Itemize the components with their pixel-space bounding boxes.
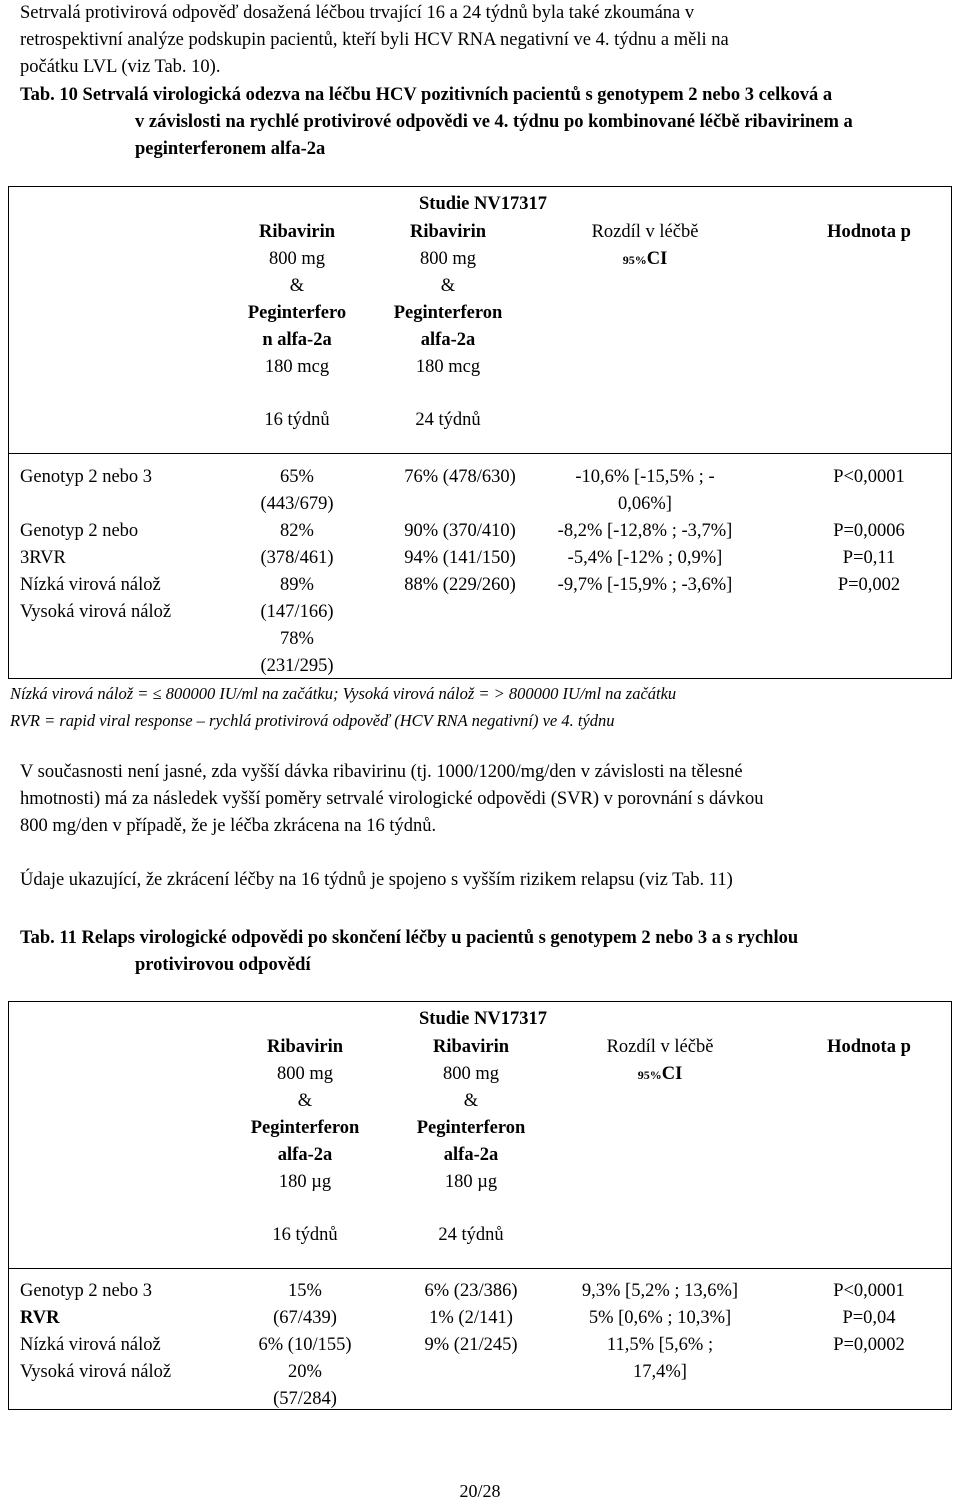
- tab10-col2-weeks: 24 týdnů: [415, 410, 481, 430]
- tab11-col2-weeks: 24 týdnů: [438, 1225, 504, 1245]
- tab10-col3-header: [555, 219, 735, 274]
- intro-line: Setrvalá protivirová odpověď dosažená léčbou trvající 16 a 24 týdnů byla také zkoumána v: [20, 3, 695, 23]
- cell-line: 89%: [280, 575, 314, 595]
- header-line: &: [297, 1091, 313, 1111]
- tab11-row-labels: [20, 1278, 171, 1386]
- tab10-row2-c2: [378, 518, 542, 599]
- cell-line: 5% [0,6% ; 10,3%]: [588, 1308, 732, 1328]
- cell-line: 17,4%]: [633, 1362, 687, 1382]
- cell-line: (147/166): [260, 602, 334, 622]
- header-line: Ribavirin: [409, 222, 487, 242]
- header-line: 180 µg: [444, 1172, 498, 1192]
- header-line: 800 mg: [442, 1064, 499, 1084]
- tab10-footnotes: [10, 680, 930, 734]
- header-line: Ribavirin: [266, 1037, 344, 1057]
- tab10-row1-c4: P<0,0001: [833, 467, 905, 487]
- cell-line: P=0,002: [837, 575, 901, 595]
- cell-line: 1% (2/141): [429, 1308, 513, 1328]
- cell-line: P=0,0006: [833, 521, 905, 541]
- cell-line: -5,4% [-12% ; 0,9%]: [567, 548, 723, 568]
- cell-line: (67/439): [273, 1308, 337, 1328]
- intro-line: počátku LVL (viz Tab. 10).: [20, 57, 221, 77]
- tab10-row1-c1: [227, 464, 367, 518]
- ci-subscript: 95%: [622, 253, 647, 267]
- header-line: &: [289, 276, 305, 296]
- tab11-header-divider: [9, 1268, 951, 1269]
- header-line: 800 mg: [276, 1064, 333, 1084]
- tab10-table: [8, 186, 952, 679]
- intro-line: retrospektivní analýze podskupin pacientů, kteří byli HCV RNA negativní ve 4. týdnu a měli na: [20, 30, 729, 50]
- cell-line: 6% (23/386): [424, 1281, 518, 1301]
- cell-line: 65%: [280, 467, 314, 487]
- header-line: 800 mg: [419, 249, 476, 269]
- header-line: Peginterferon: [250, 1118, 360, 1138]
- tab10-row2-c3: [535, 518, 755, 599]
- tab11-row-c4: [779, 1278, 959, 1359]
- tab11-row-c3: [550, 1278, 770, 1386]
- tab11-col1-header: [227, 1034, 383, 1196]
- ci-label: CI: [661, 1064, 683, 1084]
- tab11-caption-line: Tab. 11 Relaps virologické odpovědi po skončení léčby u pacientů s genotypem 2 nebo 3 a s rychlou: [20, 928, 799, 948]
- cell-line: P=0,11: [842, 548, 896, 568]
- header-line: 180 mcg: [415, 357, 481, 377]
- cell-line: 9% (21/245): [424, 1335, 518, 1355]
- row-label: Nízká virová nálož: [20, 1335, 161, 1355]
- header-line: alfa-2a: [420, 330, 476, 350]
- paragraph-line: hmotnosti) má za následek vyšší poměry setrvalé virologické odpovědi (SVR) v porovnání s dávkou: [20, 789, 764, 809]
- row-label: Vysoká virová nálož: [20, 602, 172, 622]
- header-line: alfa-2a: [443, 1145, 499, 1165]
- tab10-caption-line: Tab. 10 Setrvalá virologická odezva na léčbu HCV pozitivních pacientů s genotypem 2 nebo 3 celková a: [20, 85, 833, 105]
- tab10-row1-c2: 76% (478/630): [404, 467, 516, 487]
- row-label: Genotyp 2 nebo 3: [20, 1281, 153, 1301]
- header-line: 180 mcg: [264, 357, 330, 377]
- cell-line: -10,6% [-15,5% ; -: [575, 467, 715, 487]
- cell-line: 15%: [288, 1281, 322, 1301]
- cell-line: (231/295): [260, 656, 334, 676]
- tab10-col1-weeks: 16 týdnů: [264, 410, 330, 430]
- tab11-table: [8, 1001, 952, 1410]
- paragraph-line: 800 mg/den v případě, že je léčba zkrácena na 16 týdnů.: [20, 816, 437, 836]
- tab11-col3-header: [570, 1034, 750, 1089]
- header-line: Rozdíl v léčbě: [606, 1037, 714, 1057]
- intro-paragraph: [20, 0, 940, 81]
- paragraph-3: Údaje ukazující, že zkrácení léčby na 16 týdnů je spojeno s vyšším rizikem relapsu (viz Tab. 11): [20, 870, 733, 890]
- header-line: alfa-2a: [277, 1145, 333, 1165]
- tab10-col1-header: [227, 219, 367, 381]
- tab10-header-divider: [9, 453, 951, 454]
- cell-line: 88% (229/260): [404, 575, 516, 595]
- tab10-row2-labels: [20, 518, 171, 626]
- cell-line: -9,7% [-15,9% ; -3,6%]: [557, 575, 733, 595]
- tab11-col1-weeks: 16 týdnů: [272, 1225, 338, 1245]
- cell-line: 82%: [280, 521, 314, 541]
- page-number: 20/28: [459, 1481, 501, 1501]
- header-line: &: [440, 276, 456, 296]
- paragraph-2: [20, 759, 940, 840]
- header-line: Ribavirin: [258, 222, 336, 242]
- tab11-caption-line: protivirovou odpovědí: [135, 955, 311, 975]
- header-line: Peginterferon: [393, 303, 503, 323]
- ci-label: CI: [646, 249, 668, 269]
- tab11-row-c2: [393, 1278, 549, 1359]
- header-line: 180 µg: [278, 1172, 332, 1192]
- tab10-study-header: Studie NV17317: [419, 194, 547, 214]
- cell-line: 0,06%]: [618, 494, 672, 514]
- cell-line: P=0,0002: [833, 1335, 905, 1355]
- cell-line: P=0,04: [842, 1308, 896, 1328]
- tab11-row-c1: [227, 1278, 383, 1413]
- cell-line: 9,3% [5,2% ; 13,6%]: [581, 1281, 739, 1301]
- tab10-row2-c1: [227, 518, 367, 680]
- cell-line: 6% (10/155): [258, 1335, 352, 1355]
- tab11-study-header: Studie NV17317: [419, 1009, 547, 1029]
- cell-line: (378/461): [260, 548, 334, 568]
- tab10-row1-c3: [535, 464, 755, 518]
- tab10-col2-header: [378, 219, 518, 381]
- cell-line: -8,2% [-12,8% ; -3,7%]: [557, 521, 733, 541]
- header-line: Peginterfero: [247, 303, 347, 323]
- cell-line: (443/679): [260, 494, 334, 514]
- tab11-caption: [20, 925, 940, 979]
- header-line: 800 mg: [268, 249, 325, 269]
- tab10-row1-label: Genotyp 2 nebo 3: [20, 467, 153, 487]
- header-line: Rozdíl v léčbě: [591, 222, 699, 242]
- row-label: Vysoká virová nálož: [20, 1362, 172, 1382]
- cell-line: 78%: [280, 629, 314, 649]
- tab11-col2-header: [393, 1034, 549, 1196]
- header-line: n alfa-2a: [262, 330, 332, 350]
- cell-line: 11,5% [5,6% ;: [606, 1335, 714, 1355]
- cell-line: 90% (370/410): [404, 521, 516, 541]
- footnote: Nízká virová nálož = ≤ 800000 IU/ml na začátku; Vysoká virová nálož = > 800000 IU/ml na začátku: [10, 684, 677, 703]
- row-label: RVR: [20, 1308, 60, 1328]
- row-label: 3RVR: [20, 548, 66, 568]
- tab11-col4-header: Hodnota p: [827, 1037, 911, 1057]
- footnote: RVR = rapid viral response – rychlá protivirová odpověď (HCV RNA negativní) ve 4. týdnu: [10, 711, 615, 730]
- cell-line: 20%: [288, 1362, 322, 1382]
- tab10-caption-line: v závislosti na rychlé protivirové odpovědi ve 4. týdnu po kombinované léčbě ribavirinem a: [135, 112, 853, 132]
- paragraph-line: V současnosti není jasné, zda vyšší dávka ribavirinu (tj. 1000/1200/mg/den v závislosti na tělesné: [20, 762, 743, 782]
- tab10-caption: [20, 82, 940, 163]
- row-label: Nízká virová nálož: [20, 575, 161, 595]
- row-label: Genotyp 2 nebo: [20, 521, 139, 541]
- tab10-col4-header: Hodnota p: [827, 222, 911, 242]
- tab10-row2-c4: [779, 518, 959, 599]
- header-line: &: [463, 1091, 479, 1111]
- cell-line: P<0,0001: [833, 1281, 905, 1301]
- cell-line: (57/284): [273, 1389, 337, 1409]
- header-line: Peginterferon: [416, 1118, 526, 1138]
- cell-line: 94% (141/150): [404, 548, 516, 568]
- header-line: Ribavirin: [432, 1037, 510, 1057]
- tab10-caption-line: peginterferonem alfa-2a: [135, 139, 326, 159]
- ci-subscript: 95%: [637, 1068, 662, 1082]
